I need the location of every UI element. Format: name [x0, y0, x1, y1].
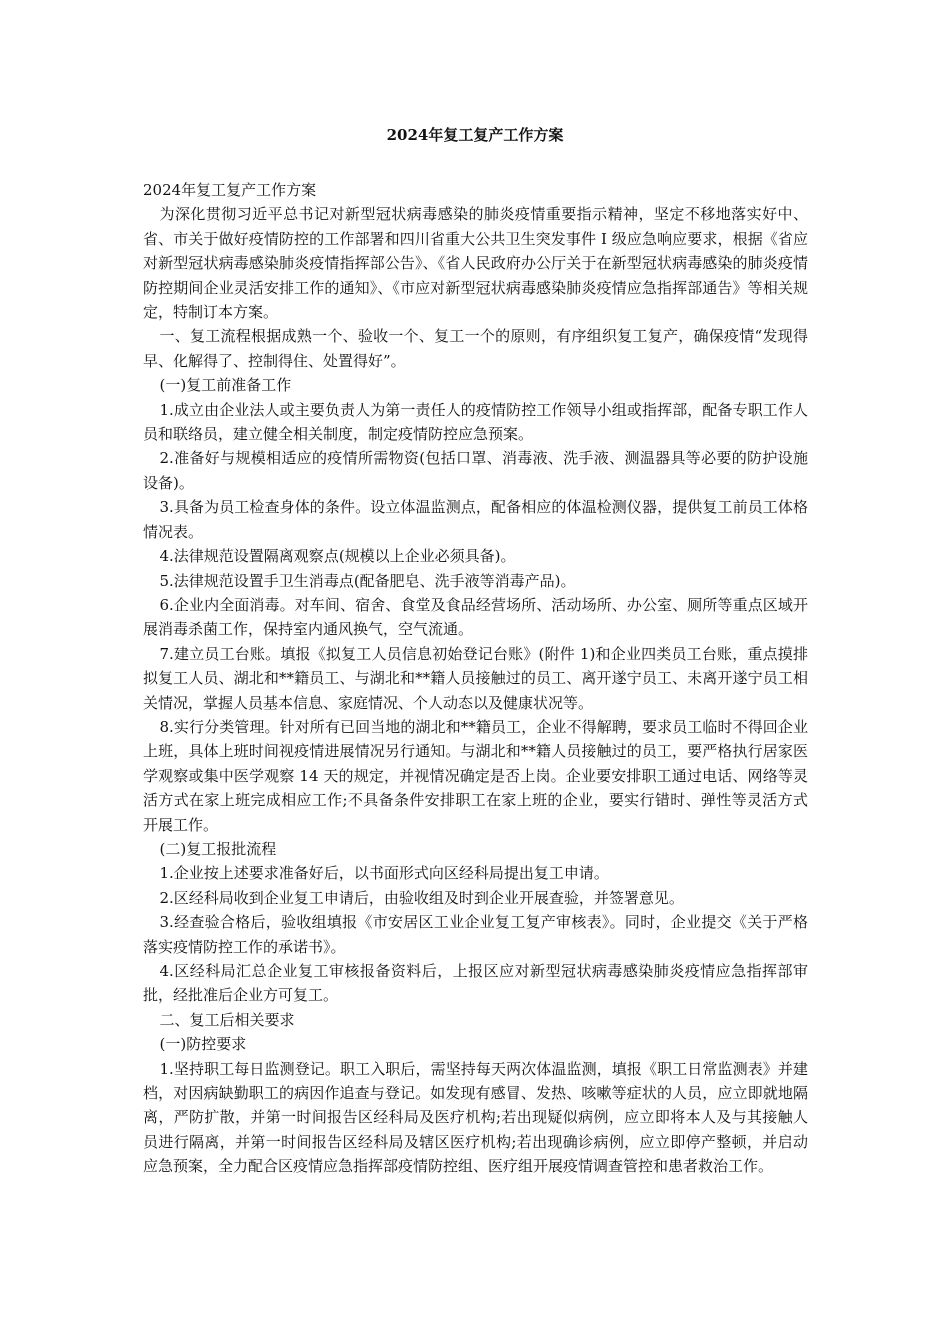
document-subtitle: 2024年复工复产工作方案: [143, 181, 317, 199]
subsection-heading-1-1: (一)复工前准备工作: [159, 376, 292, 395]
paragraph-intro: 为深化贯彻习近平总书记对新型冠状病毒感染的肺炎疫情重要指示精神，坚定不移地落实好中、省、市关于做好疫情防控的工作部署和四川省重大公共卫生突发事件 I 级应急响应要求，根据《省应对新型冠状病毒感染肺炎疫情指挥部公告》、《省人民政府办公厅关于在新型冠状病毒感染的肺炎疫情防控期间企业灵活安排工作的通知》、《市应对新型冠状病毒感染肺炎疫情应急指挥部通告》等相关规定，特制订本方案。: [143, 205, 808, 322]
list-item: 1.坚持职工每日监测登记。职工入职后，需坚持每天两次体温监测，填报《职工日常监测表》并建档，对因病缺勤职工的病因作追查与登记。如发现有感冒、发热、咳嗽等症状的人员，应立即就地隔离，严防扩散，并第一时间报告区经科局及医疗机构;若出现疑似病例，应立即将本人及与其接触人员进行隔离，并第一时间报告区经科局及辖区医疗机构;若出现确诊病例，应立即停产整顿，并启动应急预案，全力配合区疫情应急指挥部疫情防控组、医疗组开展疫情调查管控和患者救治工作。: [143, 1059, 808, 1176]
list-item: 4.法律规范设置隔离观察点(规模以上企业必须具备)。: [159, 547, 516, 566]
list-item: 5.法律规范设置手卫生消毒点(配备肥皂、洗手液等消毒产品)。: [159, 571, 576, 590]
section-heading-2: 二、复工后相关要求: [159, 1010, 295, 1029]
list-item: 3.经查验合格后，验收组填报《市安居区工业企业复工复产审核表》。同时，企业提交《关于严格落实疫情防控工作的承诺书》。: [143, 913, 808, 956]
list-item: 6.企业内全面消毒。对车间、宿舍、食堂及食品经营场所、活动场所、办公室、厕所等重点区域开展消毒杀菌工作，保持室内通风换气，空气流通。: [143, 595, 808, 639]
list-item: 1.成立由企业法人或主要负责人为第一责任人的疫情防控工作领导小组或指挥部，配备专职工作人员和联络员，建立健全相关制度，制定疫情防控应急预案。: [143, 400, 808, 444]
page-title: 2024年复工复产工作方案: [386, 126, 564, 144]
document-body: [143, 178, 808, 1179]
list-item: 3.具备为员工检查身体的条件。设立体温监测点，配备相应的体温检测仪器，提供复工前员工体格情况表。: [143, 498, 808, 541]
subsection-heading-2-1: (一)防控要求: [159, 1035, 247, 1054]
list-item: 7.建立员工台账。填报《拟复工人员信息初始登记台账》(附件 1)和企业四类员工台账，重点摸排拟复工人员、湖北和**籍员工、与湖北和**籍人员接触过的员工、离开遂宁员工、未离开遂宁员工相关情况，掌握人员基本信息、家庭情况、个人动态以及健康状况等。: [143, 644, 808, 712]
list-item: 1.企业按上述要求准备好后，以书面形式向区经科局提出复工申请。: [159, 864, 609, 883]
list-item: 8.实行分类管理。针对所有已回当地的湖北和**籍员工，企业不得解聘，要求员工临时不得回企业上班，具体上班时间视疫情进展情况另行通知。与湖北和**籍人员接触过的员工，要严格执行居家医学观察或集中医学观察 14 天的规定，并视情况确定是否上岗。企业要安排职工通过电话、网络等灵活方式在家上班完成相应工作;不具备条件安排职工在家上班的企业，要实行错时、弹性等灵活方式开展工作。: [143, 717, 808, 834]
list-item: 2.区经科局收到企业复工申请后，由验收组及时到企业开展查验，并签署意见。: [159, 888, 684, 907]
section-heading-1: 一、复工流程根据成熟一个、验收一个、复工一个的原则，有序组织复工复产，确保疫情“发现得早、化解得了、控制得住、处置得好”。: [143, 327, 808, 370]
list-item: 2.准备好与规模相适应的疫情所需物资(包括口罩、消毒液、洗手液、测温器具等必要的防护设施设备)。: [143, 449, 808, 492]
subsection-heading-1-2: (二)复工报批流程: [159, 839, 277, 858]
list-item: 4.区经科局汇总企业复工审核报备资料后，上报区应对新型冠状病毒感染肺炎疫情应急指挥部审批，经批准后企业方可复工。: [143, 962, 808, 1005]
